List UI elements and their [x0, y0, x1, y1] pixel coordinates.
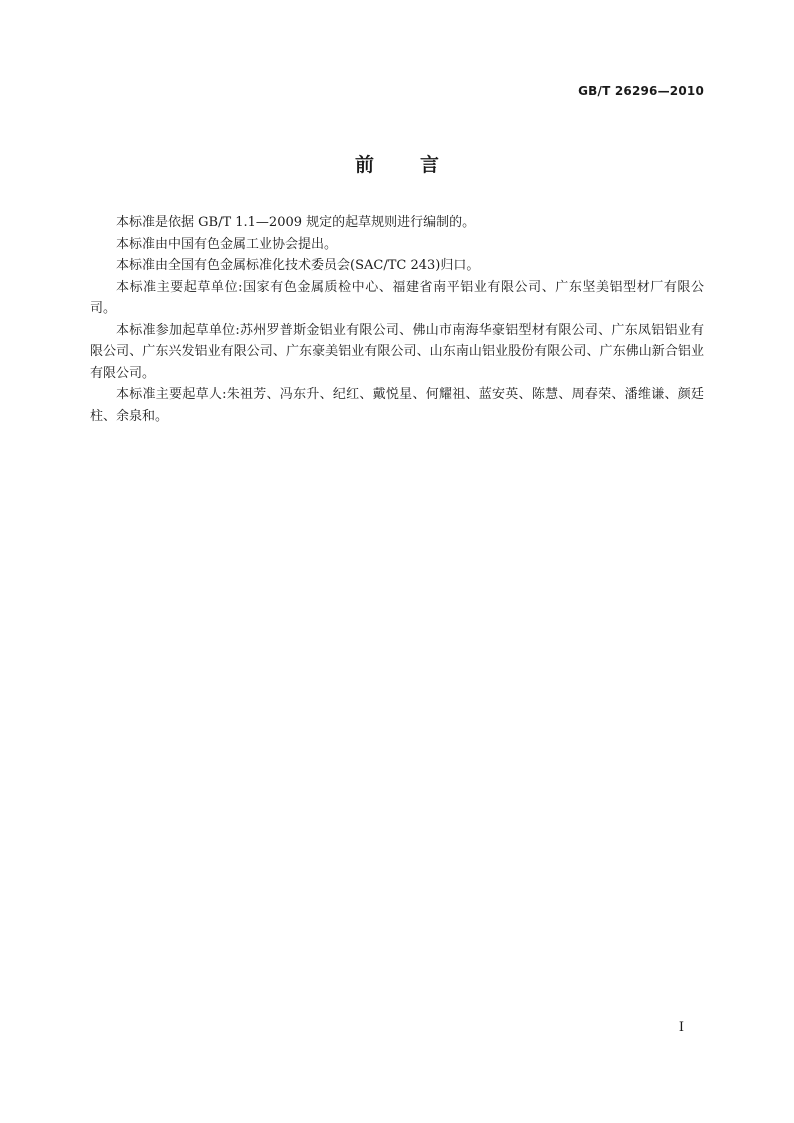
standard-number: GB/T 26296—2010 [578, 84, 704, 98]
paragraph-participating-units: 本标准参加起草单位:苏州罗普斯金铝业有限公司、佛山市南海华豪铝型材有限公司、广东凤铝铝业有限公司、广东兴发铝业有限公司、广东豪美铝业有限公司、山东南山铝业股份有限公司、广东佛山新合铝业有限公司。 [90, 322, 704, 381]
paragraph-main-drafting-units: 本标准主要起草单位:国家有色金属质检中心、福建省南平铝业有限公司、广东坚美铝型材厂有限公司。 [90, 279, 704, 316]
page-title: 前言 [354, 154, 485, 176]
paragraph-main-drafters: 本标准主要起草人:朱祖芳、冯东升、纪红、戴悦星、何耀祖、蓝安英、陈慧、周春荣、潘维谦、颜廷柱、余泉和。 [90, 387, 704, 424]
paragraph-drafting-rules: 本标准是依据 GB/T 1.1—2009 规定的起草规则进行编制的。 [116, 215, 476, 230]
paragraph-proposer: 本标准由中国有色金属工业协会提出。 [116, 236, 338, 252]
page-number: I [678, 1020, 684, 1035]
foreword-body [90, 212, 704, 427]
paragraph-administrator: 本标准由全国有色金属标准化技术委员会(SAC/TC 243)归口。 [116, 258, 480, 273]
